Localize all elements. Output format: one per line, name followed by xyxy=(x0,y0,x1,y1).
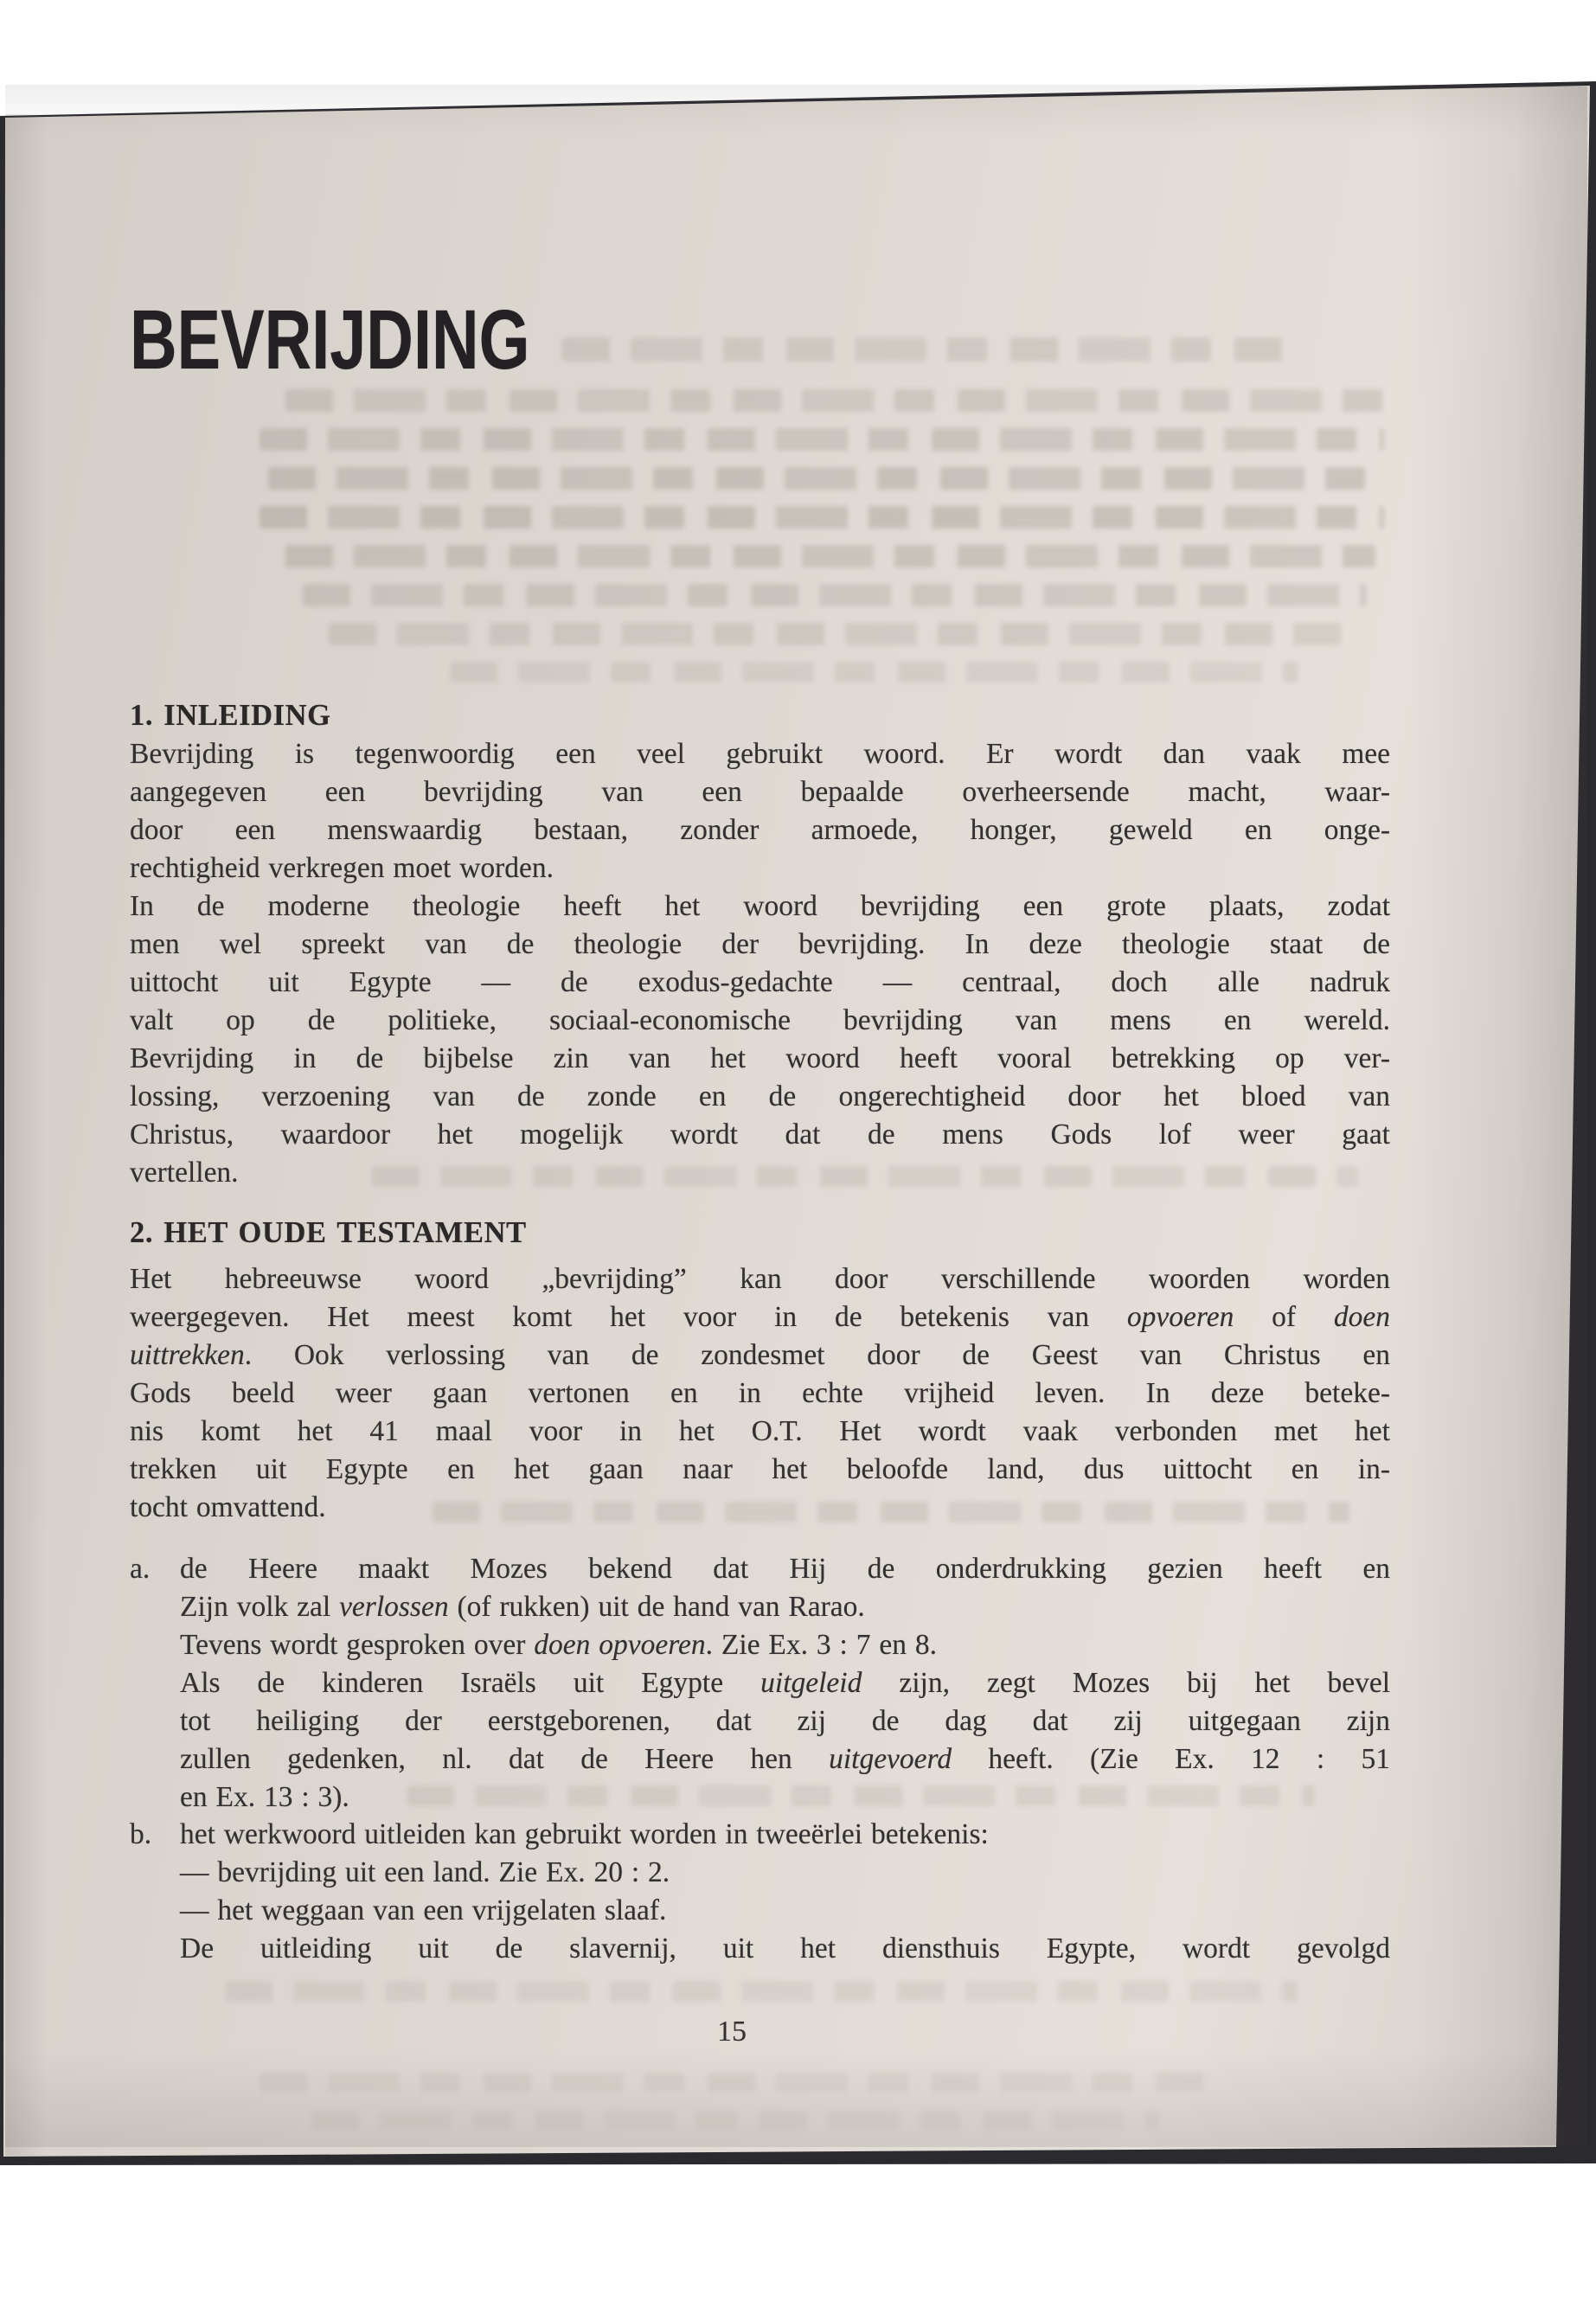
section-2-heading: 2. HET OUDE TESTAMENT xyxy=(130,1216,527,1249)
text-line: Tevens wordt gesproken over doen opvoeren. Zie Ex. 3 : 7 en 8. xyxy=(180,1629,937,1661)
list-marker-b: b. xyxy=(130,1818,152,1850)
section-1-heading: 1. INLEIDING xyxy=(130,699,331,732)
text-line: Bevrijding in de bijbelse zin van het woord heeft vooral betrekking op ver- xyxy=(130,1042,1390,1074)
text-line: het werkwoord uitleiden kan gebruikt worden in tweeërlei betekenis: xyxy=(180,1818,989,1850)
section-1-body xyxy=(130,735,1390,1192)
text-line: Christus, waardoor het mogelijk wordt dat de mens Gods lof weer gaat xyxy=(130,1118,1390,1150)
text-line: tocht omvattend. xyxy=(130,1491,326,1523)
text-line: In de moderne theologie heeft het woord bevrijding een grote plaats, zodat xyxy=(130,890,1390,922)
text-line: Gods beeld weer gaan vertonen en in echte vrijheid leven. In deze beteke- xyxy=(130,1377,1390,1409)
text-line: nis komt het 41 maal voor in het O.T. Het wordt vaak verbonden met het xyxy=(130,1415,1390,1447)
text-line: Het hebreeuwse woord „bevrijding” kan door verschillende woorden worden xyxy=(130,1263,1390,1295)
text-line: — het weggaan van een vrijgelaten slaaf. xyxy=(180,1894,667,1926)
text-line: Zijn volk zal verlossen (of rukken) uit de hand van Rarao. xyxy=(180,1591,865,1623)
text-line: trekken uit Egypte en het gaan naar het beloofde land, dus uittocht en in- xyxy=(130,1453,1390,1485)
text-line: tot heiliging der eerstgeborenen, dat zij de dag dat zij uitgegaan zijn xyxy=(180,1705,1390,1737)
text-line: De uitleiding uit de slavernij, uit het diensthuis Egypte, wordt gevolgd xyxy=(180,1932,1390,1965)
page-number: 15 xyxy=(717,2016,747,2048)
list-item-b-body xyxy=(180,1816,1390,1968)
text-line: vertellen. xyxy=(130,1157,239,1189)
list-item-a-body xyxy=(180,1550,1390,1817)
text-line: men wel spreekt van de theologie der bevrijding. In deze theologie staat de xyxy=(130,928,1390,960)
text-line: — bevrijding uit een land. Zie Ex. 20 : 2. xyxy=(180,1856,670,1888)
text-line: Bevrijding is tegenwoordig een veel gebruikt woord. Er wordt dan vaak mee xyxy=(130,738,1390,770)
text-line: rechtigheid verkregen moet worden. xyxy=(130,852,554,884)
text-line: en Ex. 13 : 3). xyxy=(180,1781,349,1813)
page-title: BEVRIJDING xyxy=(130,292,530,387)
text-line: lossing, verzoening van de zonde en de ongerechtigheid door het bloed van xyxy=(130,1080,1390,1112)
text-line: weergegeven. Het meest komt het voor in de betekenis van opvoeren of doen xyxy=(130,1301,1390,1333)
section-2-body xyxy=(130,1260,1390,1527)
text-line: de Heere maakt Mozes bekend dat Hij de onderdrukking gezien heeft en xyxy=(180,1553,1390,1585)
text-line: zullen gedenken, nl. dat de Heere hen uitgevoerd heeft. (Zie Ex. 12 : 51 xyxy=(180,1743,1390,1775)
text-line: Als de kinderen Israëls uit Egypte uitgeleid zijn, zegt Mozes bij het bevel xyxy=(180,1667,1390,1699)
text-line: uittrekken. Ook verlossing van de zondesmet door de Geest van Christus en xyxy=(130,1339,1390,1371)
list-marker-a: a. xyxy=(130,1553,151,1585)
text-line: door een menswaardig bestaan, zonder armoede, honger, geweld en onge- xyxy=(130,814,1390,846)
text-line: aangegeven een bevrijding van een bepaalde overheersende macht, waar- xyxy=(130,776,1390,808)
text-line: uittocht uit Egypte — de exodus-gedachte — centraal, doch alle nadruk xyxy=(130,966,1390,998)
text-line: valt op de politieke, sociaal-economische bevrijding van mens en wereld. xyxy=(130,1004,1390,1036)
